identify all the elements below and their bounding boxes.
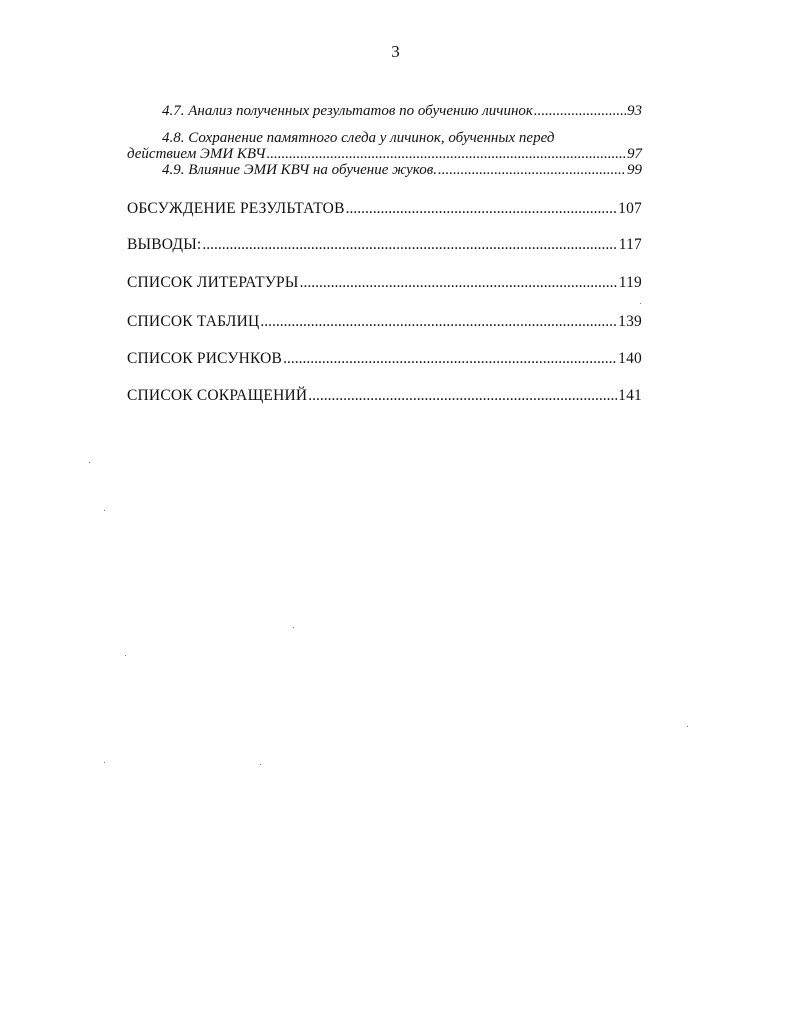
scan-speck: [687, 726, 688, 727]
toc-entry-page: 140: [618, 350, 642, 367]
toc-leader: [438, 162, 626, 179]
toc-entry-references: [127, 274, 642, 292]
toc-entry-title: ВЫВОДЫ:: [127, 236, 202, 253]
toc-entry-4-7: [162, 103, 642, 120]
toc-entry-page: 97: [627, 146, 642, 162]
toc-entry-4-8-title-line1: 4.8. Сохранение памятного следа у личинок, обученных перед: [162, 130, 555, 146]
scan-speck: [640, 303, 641, 304]
toc-entry-title: ОБСУЖДЕНИЕ РЕЗУЛЬТАТОВ: [127, 200, 345, 217]
toc-leader: [202, 236, 617, 254]
scan-speck: [125, 655, 126, 656]
toc-leader: [283, 350, 617, 368]
toc-leader: [308, 387, 617, 405]
toc-entry-page: 141: [618, 387, 642, 404]
toc-entry-list-of-figures: [127, 350, 642, 368]
toc-leader: [346, 200, 618, 218]
scan-speck: [260, 764, 261, 765]
toc-entry-discussion: [127, 200, 642, 218]
toc-entry-title: СПИСОК РИСУНКОВ: [127, 350, 283, 367]
toc-entry-page: 119: [618, 274, 642, 291]
scan-speck: [104, 762, 105, 763]
toc-leader: [534, 103, 626, 120]
toc-entry-title: 4.9. Влияние ЭМИ КВЧ на обучение жуков.: [162, 162, 437, 178]
scan-speck: [89, 462, 90, 463]
toc-entry-page: 139: [618, 313, 642, 330]
toc-leader: [267, 146, 627, 163]
toc-entry-page: 93: [627, 103, 642, 119]
toc-entry-page: 107: [618, 200, 642, 217]
toc-entry-title: 4.7. Анализ полученных результатов по обучению личинок: [162, 103, 533, 119]
toc-entry-4-8: [127, 146, 642, 163]
scan-speck: [104, 510, 105, 511]
toc-leader: [260, 313, 617, 331]
scan-speck: [293, 627, 294, 628]
toc-leader: [300, 274, 618, 292]
page-number: 3: [391, 42, 400, 61]
toc-entry-4-9: [162, 162, 642, 179]
toc-entry-page: 99: [627, 162, 642, 178]
toc-entry-page: 117: [618, 236, 642, 253]
toc-entry-list-of-tables: [127, 313, 642, 331]
toc-entry-title: СПИСОК ЛИТЕРАТУРЫ: [127, 274, 299, 291]
toc-entry-conclusions: [127, 236, 642, 254]
toc-entry-title: СПИСОК СОКРАЩЕНИЙ: [127, 387, 308, 404]
toc-entry-abbreviations: [127, 387, 642, 405]
toc-entry-title: СПИСОК ТАБЛИЦ: [127, 313, 260, 330]
toc-entry-title: действием ЭМИ КВЧ: [127, 146, 266, 162]
